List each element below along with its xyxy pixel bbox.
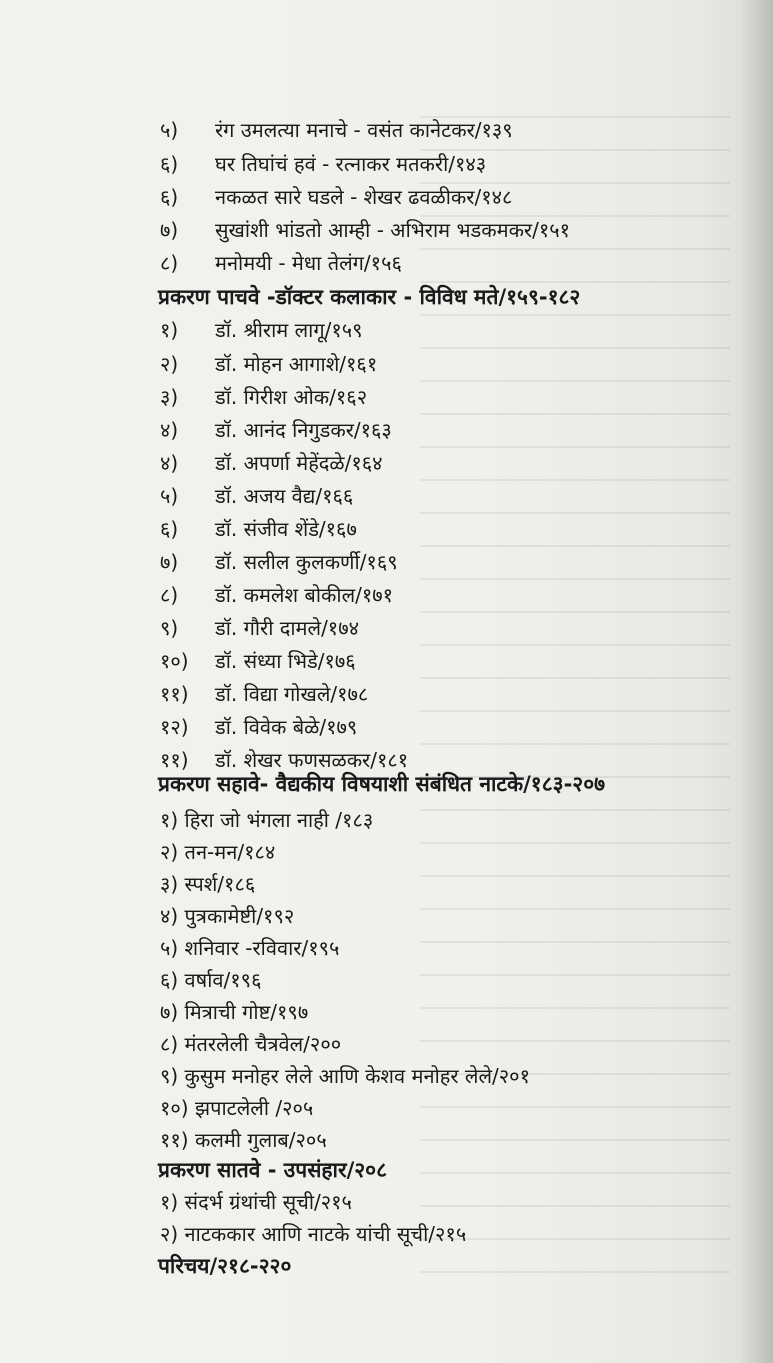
toc-entry [160,548,398,576]
entry-number: ७) [160,550,179,574]
toc-entry [160,316,363,344]
entry-number: ६) [160,517,179,541]
entry-number: ८) [160,251,179,275]
toc-entry [160,515,357,543]
chapter-heading: परिचय/२१८-२२० [158,1254,292,1278]
toc-entry: १) हिरा जो भंगला नाही /१८३ [160,808,374,832]
chapter-heading: प्रकरण पाचवे -डॉक्टर कलाकार - विविध मते/१५९-१८२ [158,285,581,309]
toc-entry [160,614,359,642]
entry-number: ११) [160,748,189,772]
entry-text: डॉ. संध्या भिडे/१७६ [215,649,356,673]
entry-text: डॉ. आनंद निगुडकर/१६३ [215,418,392,442]
toc-entry [160,150,486,178]
entry-number: ४) [160,451,179,475]
entry-text: डॉ. शेखर फणसळकर/१८१ [215,748,409,772]
entry-text: डॉ. अपर्णा मेहेंदळे/१६४ [215,451,383,475]
entry-number: ५) [160,118,179,142]
toc-entry: ९) कुसुम मनोहर लेले आणि केशव मनोहर लेले/२०१ [160,1064,530,1088]
chapter-heading: प्रकरण सातवे - उपसंहार/२०८ [158,1158,388,1182]
toc-entry [160,350,377,378]
entry-text: डॉ. गिरीश ओक/१६२ [215,385,368,409]
entry-number: ६) [160,185,179,209]
toc-entry: ४) पुत्रकामेष्टी/१९२ [160,904,295,928]
toc-entry: ११) कलमी गुलाब/२०५ [160,1128,327,1152]
toc-entry [160,183,512,211]
toc-entry: ५) शनिवार -रविवार/१९५ [160,936,340,960]
entry-number: ७) [160,218,179,242]
toc-entry [160,449,383,477]
entry-number: १०) [160,649,189,673]
toc-entry [160,680,368,708]
toc-entry [160,249,402,277]
toc-entry: २) तन-मन/१८४ [160,840,276,864]
toc-entry [160,416,392,444]
entry-number: ९) [160,616,179,640]
entry-text: डॉ. संजीव शेंडे/१६७ [215,517,357,541]
entry-text: सुखांशी भांडतो आम्ही - अभिराम भडकमकर/१५१ [215,218,571,242]
entry-text: डॉ. सलील कुलकर्णी/१६९ [215,550,398,574]
toc-entry [160,647,356,675]
entry-number: ८) [160,583,179,607]
entry-number: ६) [160,152,179,176]
toc-entry: १) संदर्भ ग्रंथांची सूची/२१५ [160,1190,352,1214]
toc-entry: ७) मित्राची गोष्ट/१९७ [160,1000,309,1024]
entry-text: डॉ. कमलेश बोकील/१७१ [215,583,394,607]
entry-text: डॉ. श्रीराम लागू/१५९ [215,318,363,342]
toc-entry: १०) झपाटलेली /२०५ [160,1096,314,1120]
toc-entry: २) नाटककार आणि नाटके यांची सूची/२१५ [160,1222,467,1246]
toc-entry [160,713,357,741]
toc-entry [160,383,367,411]
toc-entry: ६) वर्षाव/१९६ [160,968,262,992]
toc-entry [160,482,353,510]
chapter-heading: प्रकरण सहावे- वैद्यकीय विषयाशी संबंधित नाटके/१८३-२०७ [158,772,606,796]
toc-entry: ३) स्पर्श/१८६ [160,872,256,896]
toc-entry: ८) मंतरलेली चैत्रवेल/२०० [160,1032,342,1056]
entry-text: डॉ. अजय वैद्य/१६६ [215,484,354,508]
entry-text: डॉ. गौरी दामले/१७४ [215,616,360,640]
toc-entry [160,581,393,609]
entry-number: ५) [160,484,179,508]
entry-number: ११) [160,682,189,706]
entry-text: डॉ. विवेक बेळे/१७९ [215,715,358,739]
entry-text: नकळत सारे घडले - शेखर ढवळीकर/१४८ [215,185,513,209]
entry-number: ४) [160,418,179,442]
entry-number: २) [160,352,179,376]
entry-text: डॉ. मोहन आगाशे/१६१ [215,352,378,376]
entry-number: १२) [160,715,189,739]
toc-entry [160,116,513,144]
entry-text: घर तिघांचं हवं - रत्नाकर मतकरी/१४३ [215,152,487,176]
entry-text: मनोमयी - मेधा तेलंग/१५६ [215,251,402,275]
entry-text: रंग उमलत्या मनाचे - वसंत कानेटकर/१३९ [215,118,513,142]
entry-text: डॉ. विद्या गोखले/१७८ [215,682,369,706]
toc-entry [160,216,570,244]
entry-number: १) [160,318,179,342]
entry-number: ३) [160,385,179,409]
